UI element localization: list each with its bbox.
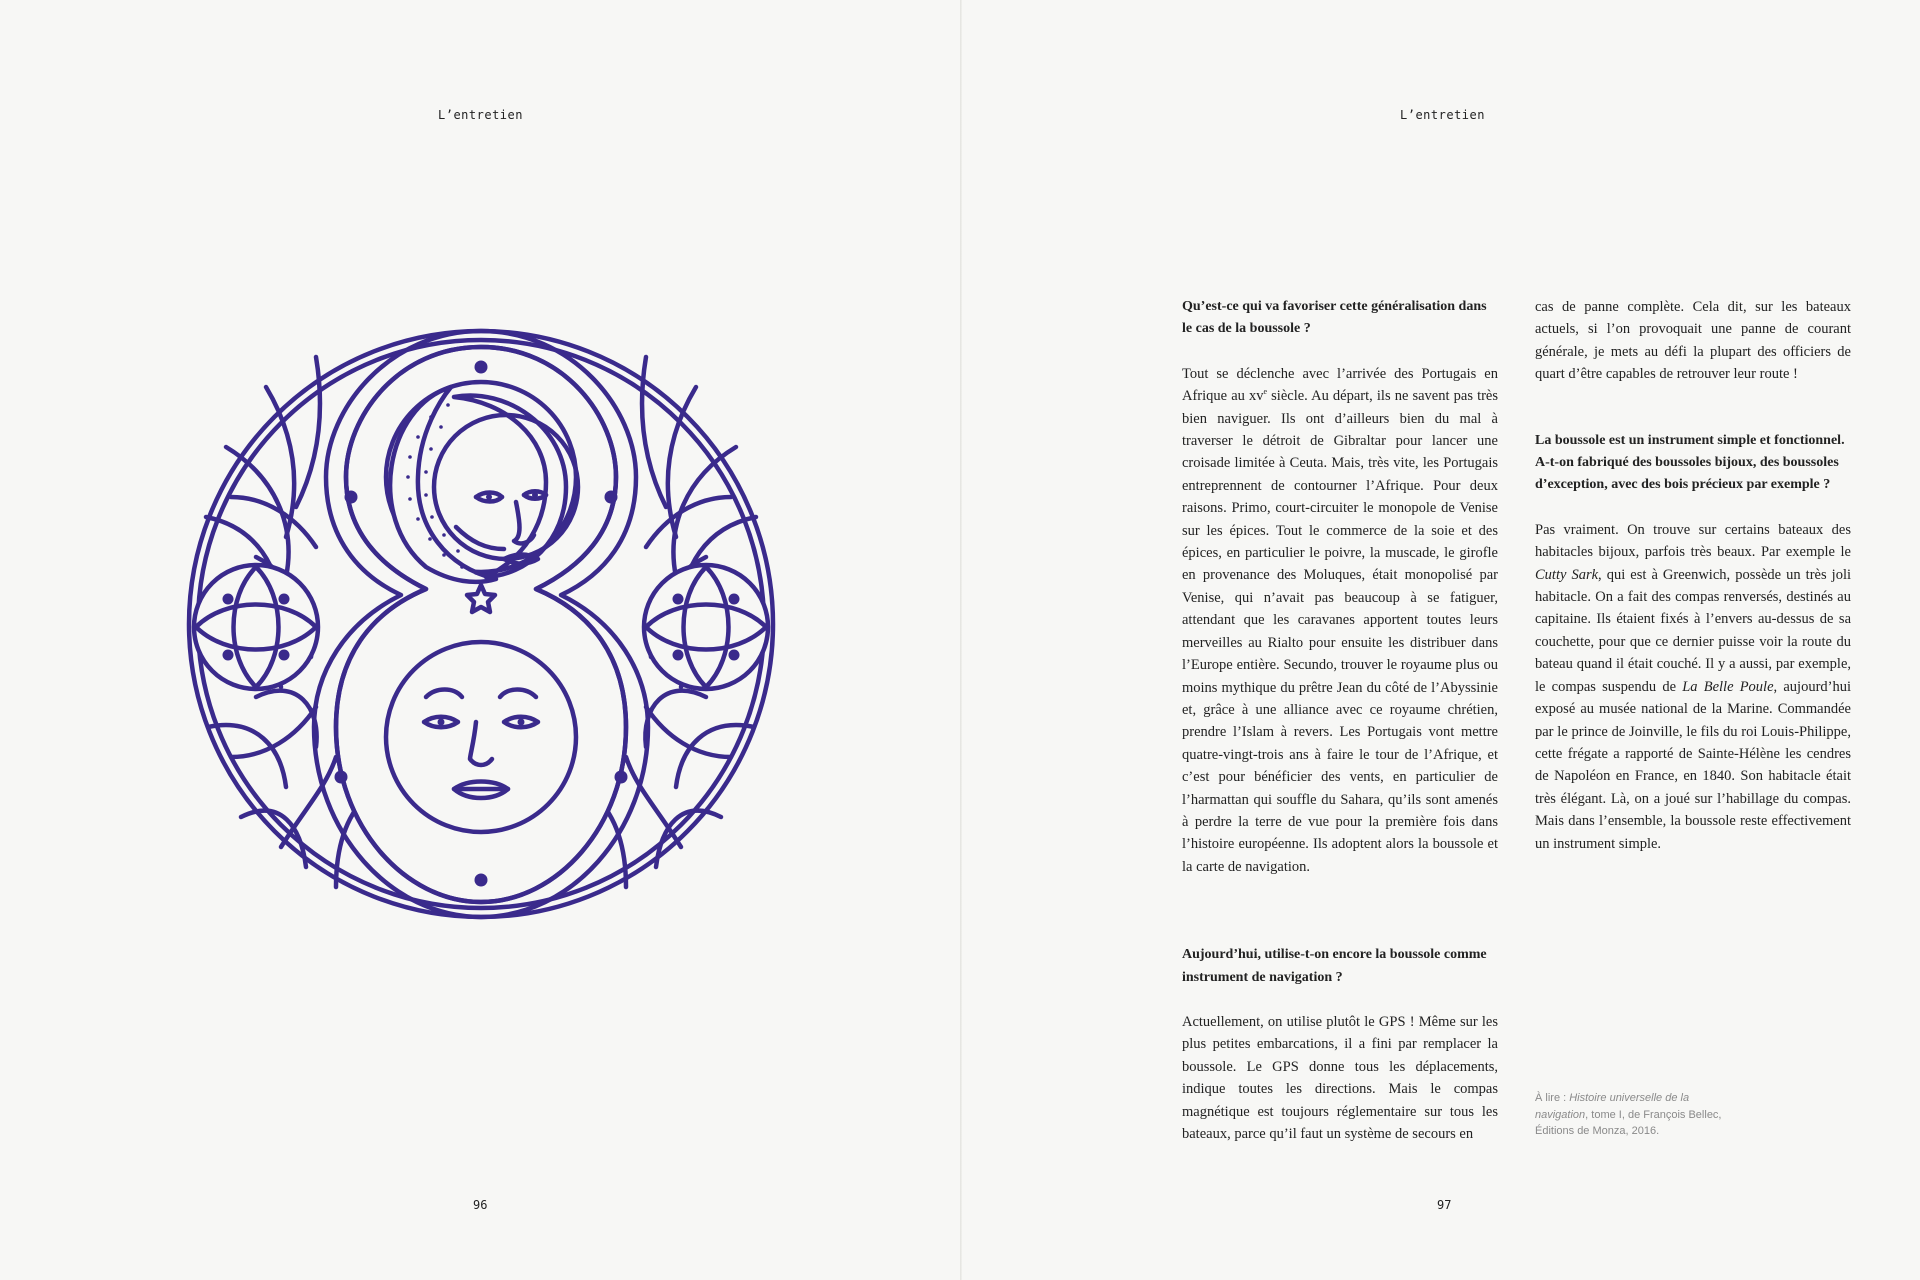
question-2: Aujourd’hui, utilise-t-on encore la boussole comme instrument de navigation ? xyxy=(1182,947,1487,985)
page-number-right: 97 xyxy=(1437,1198,1452,1212)
answer-3: Pas vraiment. On trouve sur certains bateaux des habitacles bijoux, parfois très beaux. Par exemple le Cutty Sark, qui est à Greenwich, possède un très joli habitacle. On a fait des compas renversés, destinés au capitaine. Ils étaient fixés à l’envers au-dessus de sa couchette, pour que ce dernier puisse voir la route du bateau quand il était couché. Il y a aussi, par exemple, le compas suspendu de La Belle Poule, aujourd’hui exposé au musée national de la Marine. Commandée par le prince de Joinville, le fils du roi Louis-Philippe, cette frégate a rapporté de Sainte-Hélène les cendres de Napoléon en France, en 1840. Son habitacle était très élégant. Là, on a joué sur l’habillage du compas. Mais dans l’ensemble, la boussole reste effectivement un instrument simple. xyxy=(1535,521,1852,852)
answer-2: Actuellement, on utilise plutôt le GPS ! Même sur les plus petites embarcations, il a fini par remplacer la boussole. Le GPS donne tous les déplacements, indique toutes les directions. Mais le compas magnétique est toujours réglementaire sur tous les bateaux, parce qu’il faut un système de secours en xyxy=(1182,1013,1498,1142)
answer-1: Tout se déclenche avec l’arrivée des Portugais en Afrique au $xv^e$ siècle. Au départ, ils ne savent pas très bien naviguer. Ils ont d’ailleurs bien du mal à traverser le détroit de Gibraltar pour lancer une croisade limitée à Ceuta. Mais, très vite, les Portugais entreprennent de contourner l’Afrique. Pour deux raisons. Primo, court-circuiter le monopole de Venise sur les épices. Tout le commerce de la soie et des épices, en particulier le poivre, la muscade, le girofle en provenance des Moluques, était monopolisé par Venise, qui n’avait pas beaucoup à se fatiguer, attendant que les caravanes apportent toutes leurs merveilles au Rialto pour ensuite les distribuer dans l’Europe entière. Secundo, trouver le royaume plus ou moins mythique du prêtre Jean du côté de l’Abyssinie et, grâce à une alliance avec ce royaume chrétien, prendre l’Islam à revers. Les Portugais vont mettre quatre-vingt-trois ans à faire le tour de l’Afrique, et c’est pour bénéficier des vents, en particulier de l’harmattan qui souffle du Sahara, qu’ils sont amenés à perdre la terre de vue pour la première fois dans l’histoire européenne. Ils adoptent alors la boussole et la carte de navigation. xyxy=(1182,365,1499,875)
right-page xyxy=(962,0,1920,1280)
running-head-right: L’entretien xyxy=(1400,108,1485,122)
question-3: La boussole est un instrument simple et fonctionnel. A-t-on fabriqué des boussoles bijoux, des boussoles d’exception, avec des bois précieux par exemple ? xyxy=(1535,432,1845,493)
sun-and-moon-emblem-icon xyxy=(186,327,776,922)
answer-2-continued: cas de panne complète. Cela dit, sur les bateaux actuels, si l’on provoquait une panne de courant générale, je mets au défi la plupart des officiers de quart d’être capables de retrouver leur route ! xyxy=(1535,299,1851,383)
page-number-left: 96 xyxy=(473,1198,488,1212)
text-column-1 xyxy=(1182,296,1498,1145)
text-column-2 xyxy=(1535,296,1851,855)
reading-note: À lire : Histoire universelle de la navigation, tome I, de François Bellec, Éditions de Monza, 2016. xyxy=(1535,1092,1722,1137)
running-head-left: L’entretien xyxy=(438,108,523,122)
question-1: Qu’est-ce qui va favoriser cette généralisation dans le cas de la boussole ? xyxy=(1182,299,1487,337)
